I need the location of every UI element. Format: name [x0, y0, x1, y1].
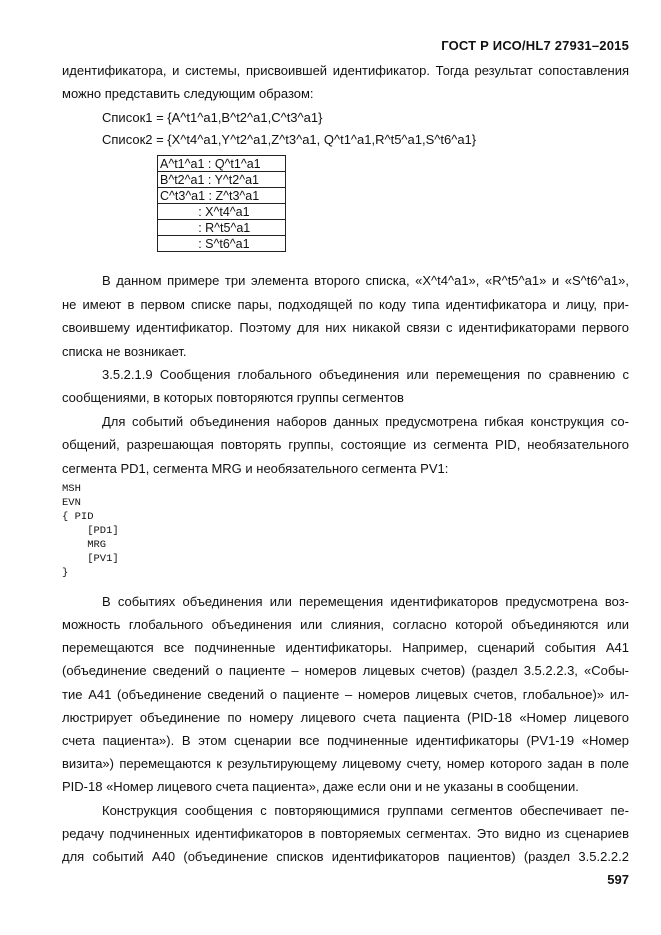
table-cell: : R^t5^a1: [158, 220, 286, 236]
code-line: EVN: [62, 497, 81, 509]
paragraph-line: сегмента PD1, сегмента MRG и необязательного сегмента PV1:: [62, 461, 449, 476]
paragraph-line: идентификатора, и системы, присвоившей идентификатор. Тогда результат сопоставления: [62, 63, 629, 78]
paragraph-line: PID-18 «Номер лицевого счета пациента», даже если они и не указаны в сообщении.: [62, 779, 579, 794]
paragraph-line: для событий A40 (объединение списков идентификаторов пациентов) (раздел 3.5.2.2.2: [62, 849, 629, 864]
paragraph-line: счета пациента»). В этом сценарии все подчиненные идентификаторы (PV1-19 «Номер: [62, 733, 629, 748]
paragraph-line: своившему идентификатор. Поэтому для них никакой связи с идентификаторами первого: [62, 320, 629, 335]
table-row: [158, 172, 286, 188]
mapping-table: [157, 155, 286, 252]
paragraph-line: Конструкция сообщения с повторяющимися группами сегментов обеспечивает пе-: [102, 803, 629, 818]
paragraph-line: перемещаются все подчиненные идентификаторы. Например, сценарий события A41: [62, 640, 629, 655]
list1-definition: Список1 = {A^t1^a1,B^t2^a1,C^t3^a1}: [102, 110, 323, 125]
paragraph-line: можно представить следующим образом:: [62, 86, 314, 101]
page-number: 597: [607, 872, 629, 887]
paragraph-line: визита») перемещаются к результирующему лицевому счету, номер которого задан в поле: [62, 756, 629, 771]
paragraph-line: В данном примере три элемента второго списка, «X^t4^a1», «R^t5^a1» и «S^t6^a1»,: [102, 273, 629, 288]
paragraph-line: можность глобального объединения или слияния, согласно которой объединяются или: [62, 617, 629, 632]
table-row: [158, 236, 286, 252]
code-line: }: [62, 567, 69, 579]
paragraph-line: общений, разрешающая повторять группы, состоящие из сегмента PID, необязательного: [62, 437, 629, 452]
table-row: [158, 188, 286, 204]
code-line: [PV1]: [62, 553, 119, 565]
paragraph-line: (объединение сведений о пациенте – номеров лицевых счетов) (раздел 3.5.2.2.3, «Собы-: [62, 663, 629, 678]
paragraph-line: люстрирует объединение по номеру лицевого счета пациента (PID-18 «Номер лицевого: [62, 710, 629, 725]
paragraph-line: Для событий объединения наборов данных предусмотрена гибкая конструкция со-: [102, 414, 629, 429]
table-cell: : S^t6^a1: [158, 236, 286, 252]
table-cell: C^t3^a1 : Z^t3^a1: [158, 188, 286, 204]
table-cell: : X^t4^a1: [158, 204, 286, 220]
code-line: MRG: [62, 539, 107, 551]
code-line: { PID: [62, 511, 94, 523]
document-header: ГОСТ Р ИСО/HL7 27931–2015: [441, 38, 629, 53]
list2-definition: Список2 = {X^t4^a1,Y^t2^a1,Z^t3^a1, Q^t1^a1,R^t5^a1,S^t6^a1}: [102, 132, 477, 147]
code-line: [PD1]: [62, 525, 119, 537]
table-cell: B^t2^a1 : Y^t2^a1: [158, 172, 286, 188]
table-row: [158, 156, 286, 172]
section-heading-line: 3.5.2.1.9 Сообщения глобального объединения или перемещения по сравнению с: [102, 367, 629, 382]
table-row: [158, 204, 286, 220]
paragraph-line: редачу подчиненных идентификаторов в повторяемых сегментах. Это видно из сценариев: [62, 826, 629, 841]
code-line: MSH: [62, 483, 81, 495]
paragraph-line: списка не возникает.: [62, 344, 187, 359]
paragraph-line: тие A41 (объединение сведений о пациенте – номеров лицевых счетов, глобальное)» ил-: [62, 687, 629, 702]
table-cell: A^t1^a1 : Q^t1^a1: [158, 156, 286, 172]
table-row: [158, 220, 286, 236]
section-heading-line: сообщениями, в которых повторяются группы сегментов: [62, 390, 404, 405]
paragraph-line: не имеют в первом списке пары, подходящей по коду типа идентификатора и лицу, при-: [62, 297, 629, 312]
paragraph-line: В событиях объединения или перемещения идентификаторов предусмотрена воз-: [102, 594, 629, 609]
